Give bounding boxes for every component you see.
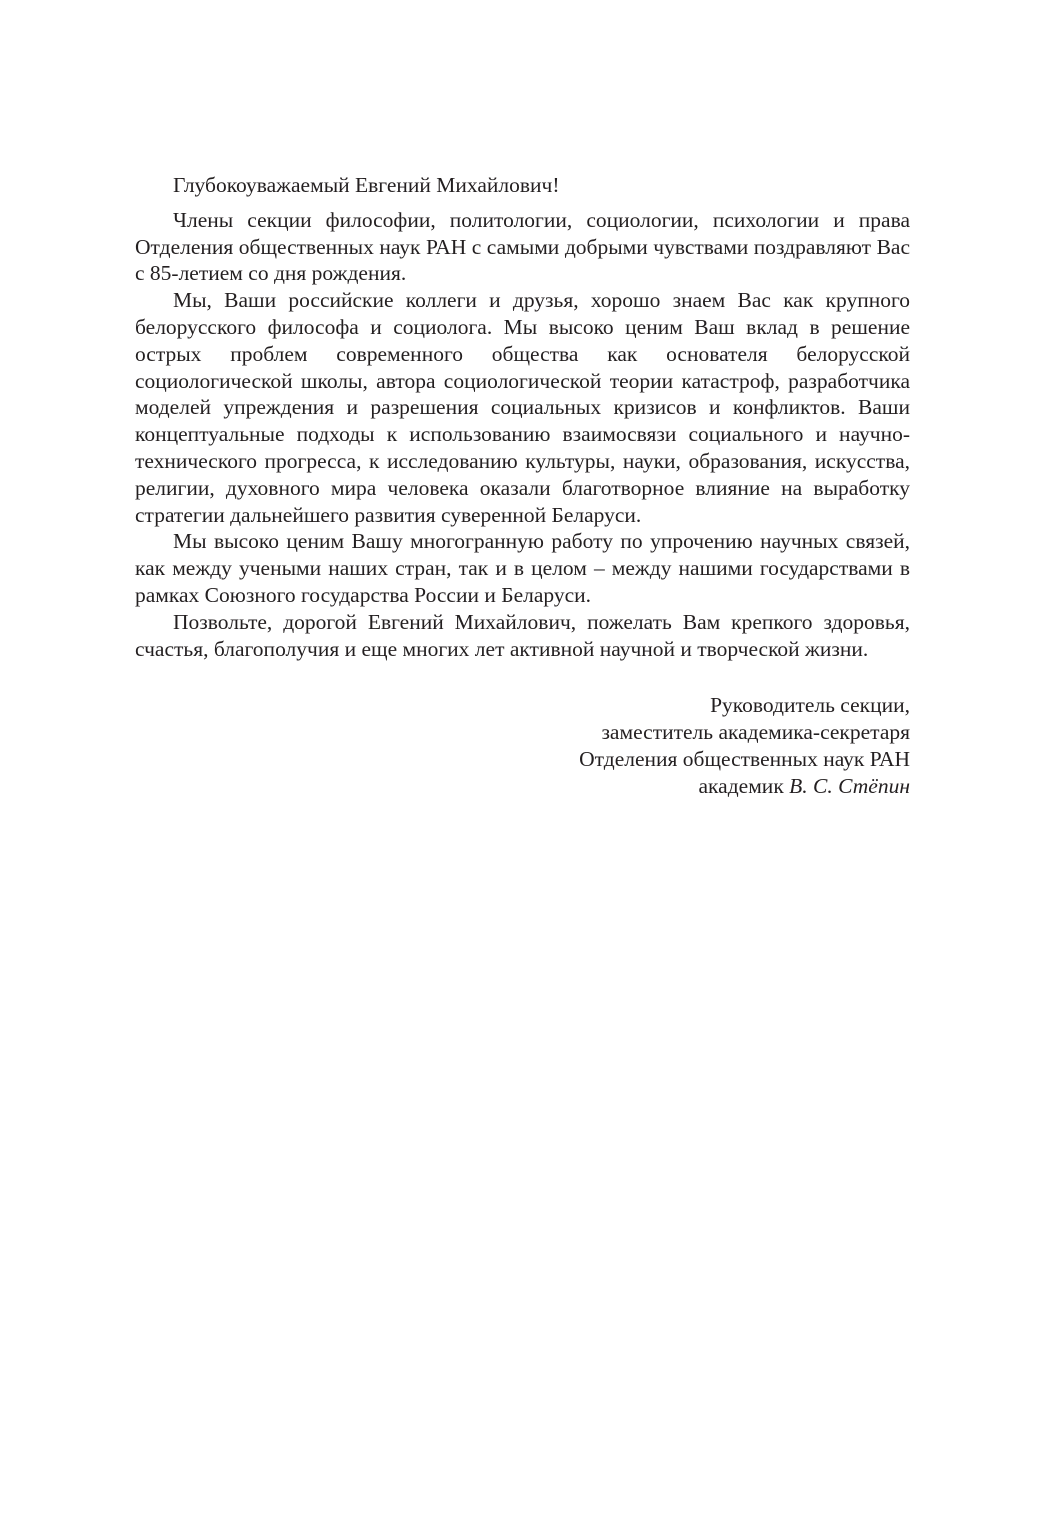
signature-department: Отделения общественных наук РАН bbox=[579, 746, 910, 771]
paragraph-3: Мы высоко ценим Вашу многогранную работу по упрочению научных связей, как между учеными наших стран, так и в целом – между нашими государствами в рамках Союзного государства России и Беларуси. bbox=[135, 529, 910, 607]
signature-name: В. С. Стёпин bbox=[789, 773, 910, 798]
paragraph-1: Члены секции философии, политологии, социологии, психологии и права Отделения общественных наук РАН с самыми добрыми чувствами поздравляют Вас с 85-летием со дня рождения. bbox=[135, 207, 910, 286]
signature-position: Руководитель секции, bbox=[710, 693, 910, 718]
signature-title: академик bbox=[698, 773, 784, 798]
letter-page bbox=[135, 172, 910, 800]
signature-author bbox=[135, 773, 910, 800]
letter-body bbox=[135, 207, 910, 663]
paragraph-4: Позвольте, дорогой Евгений Михайлович, пожелать Вам крепкого здоровья, счастья, благополучия и еще многих лет активной научной и творческой жизни. bbox=[135, 609, 910, 661]
signature-block bbox=[135, 692, 910, 799]
signature-role: заместитель академика-секретаря bbox=[601, 720, 910, 745]
salutation: Глубокоуважаемый Евгений Михайлович! bbox=[173, 173, 560, 197]
paragraph-2: Мы, Ваши российские коллеги и друзья, хорошо знаем Вас как крупного белорусского философа и социолога. Мы высоко ценим Ваш вклад в решение острых проблем современного общества как основателя белорусской социологической школы, автора социологической теории катастроф, разработчика моделей упреждения и разрешения социальных кризисов и конфликтов. Ваши концептуальные подходы к использованию взаимосвязи социального и научно-технического прогресса, к исследованию культуры, науки, образования, искусства, религии, духовного мира человека оказали благотворное влияние на выработку стратегии дальнейшего развития суверенной Беларуси. bbox=[135, 288, 910, 527]
